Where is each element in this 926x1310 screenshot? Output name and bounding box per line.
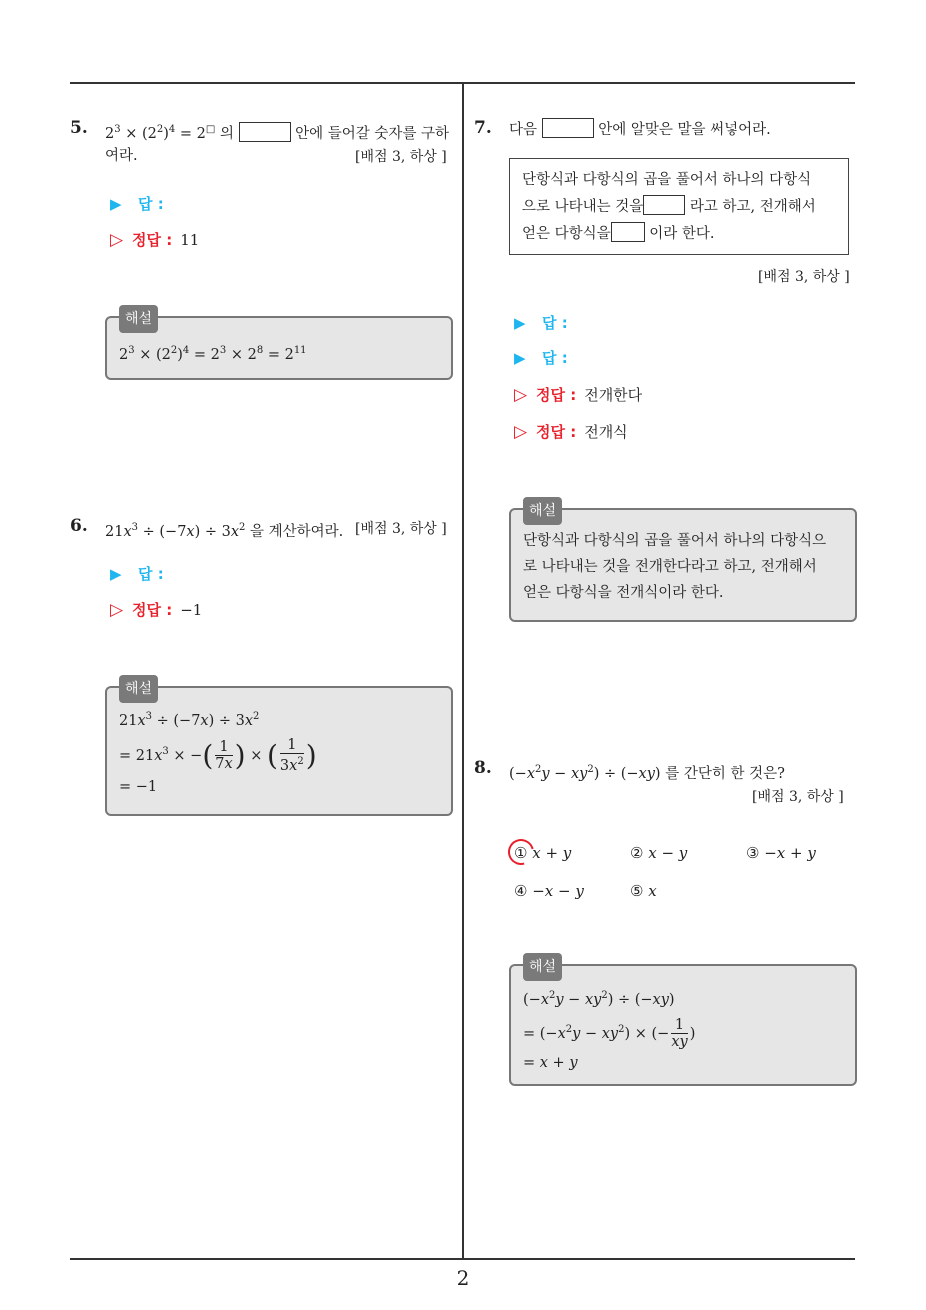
q7-blank: [542, 118, 594, 138]
q6-number: 6.: [70, 516, 88, 536]
q5-correct-row: [110, 229, 199, 250]
q6-text: 을 계산하여라.: [250, 523, 344, 540]
q5-answer-label: 답 :: [138, 195, 164, 213]
q7-correct-row-2: [514, 421, 628, 442]
q8-option-2-expr: x − y: [648, 844, 688, 862]
q8-question: [509, 758, 785, 786]
q5-blank: [239, 122, 291, 142]
q6-solution-line2: = $21x^3$ × −( $\frac{1}{7x}$ ) × ( $\frac{1}{3x^2}$ ): [119, 737, 317, 775]
q8-solution-line2: = $(-x^2y - xy^2)$ × (− $\frac{1}{xy}$ ): [523, 1017, 696, 1051]
q6-score: [배점 3, 하상 ]: [355, 521, 447, 537]
q8-number: 8.: [474, 758, 492, 778]
q8-option-4[interactable]: [514, 882, 584, 900]
q5-number: 5.: [70, 118, 88, 138]
q8-option-5[interactable]: [630, 882, 657, 900]
q7-box-line2b: 라고 하고, 전개해서: [689, 199, 816, 215]
q8-option-1-expr: x + y: [532, 844, 572, 862]
play-icon: ▶: [514, 349, 526, 367]
q7-correct-row-1: [514, 384, 642, 405]
play-icon: ▶: [110, 565, 122, 583]
q7-question: [509, 118, 771, 142]
q7-score: [배점 3, 하상 ]: [758, 269, 850, 285]
q7-box-line2a: 으로 나타내는 것을: [522, 199, 644, 215]
page-number: 2: [456, 1266, 470, 1290]
q7-correct-value-1: 전개한다: [584, 386, 643, 404]
q7-box-line2: [522, 194, 836, 221]
q7-correct-label-2: 정답 :: [536, 423, 577, 441]
triangle-outline-icon: ▷: [110, 230, 124, 250]
q8-expression: $(-x^2y - xy^2) \div (-xy)$: [509, 764, 661, 782]
q7-number: 7.: [474, 118, 492, 138]
q5-correct-value: 11: [180, 231, 200, 249]
q6-answer-label: 답 :: [138, 565, 164, 583]
q8-option-2-mark: ②: [630, 844, 644, 862]
q5-mid: 의: [219, 125, 234, 142]
q5-answer-row: [110, 193, 164, 214]
q5-solution-box: [105, 311, 453, 380]
q8-option-2[interactable]: [630, 844, 687, 862]
q5-text-a: 안에 들어갈 숫자를 구하: [295, 125, 450, 142]
q7-solution-box: [509, 503, 857, 622]
q6-answer-row: [110, 563, 164, 584]
q8-option-4-mark: ④: [514, 882, 528, 900]
play-icon: ▶: [514, 314, 526, 332]
q5-score: [배점 3, 하상 ]: [355, 149, 447, 165]
q8-score: [배점 3, 하상 ]: [752, 789, 844, 805]
q7-correct-value-2: 전개식: [584, 423, 628, 441]
q6-solution-line3: = −1: [119, 778, 158, 795]
q8-option-4-expr: −x − y: [532, 882, 584, 900]
q6-solution-box: [105, 681, 453, 816]
q5-solution-tag: 해설: [119, 305, 158, 333]
q8-text: 를 간단히 한 것은?: [665, 765, 785, 782]
q7-box-line1: 단항식과 다항식의 곱을 풀어서 하나의 다항식: [522, 172, 812, 188]
q7-answer-row-2: [514, 347, 568, 368]
q6-correct-row: [110, 599, 202, 620]
triangle-outline-icon: ▷: [110, 600, 124, 620]
triangle-outline-icon: ▷: [514, 385, 528, 405]
q5-expression: $2^3 \times (2^2)^4 = 2^□$: [105, 124, 216, 142]
q7-solution-tag: 해설: [523, 497, 562, 525]
q5-correct-label: 정답 :: [132, 231, 173, 249]
column-divider: [462, 83, 464, 1259]
play-icon: ▶: [110, 195, 122, 213]
q7-box-line3: [522, 221, 836, 248]
q7-solution-line2: 로 나타내는 것을 전개한다라고 하고, 전개해서: [523, 559, 817, 575]
q8-option-5-expr: x: [648, 882, 657, 900]
q8-option-3[interactable]: [746, 844, 816, 862]
q6-expression: $21x^3 \div (-7x) \div 3x^2$: [105, 522, 246, 540]
q7-box-blank2: [611, 222, 645, 242]
q8-solution-tag: 해설: [523, 953, 562, 981]
q7-answer-label-2: 답 :: [542, 349, 568, 367]
q8-option-5-mark: ⑤: [630, 882, 644, 900]
q8-option-1[interactable]: [514, 844, 571, 862]
q7-answer-row-1: [514, 312, 568, 333]
q7-question-box: [509, 158, 849, 255]
q7-correct-label-1: 정답 :: [536, 386, 577, 404]
q5-solution-expr: $2^3 \times (2^2)^4 = 2^3 \times 2^8 = 2^{11}$: [119, 345, 307, 363]
q6-question: [105, 516, 343, 544]
q7-text-b: 안에 알맞은 말을 써넣어라.: [598, 122, 771, 138]
q8-solution-line3: = x + y: [523, 1054, 578, 1071]
triangle-outline-icon: ▷: [514, 422, 528, 442]
q8-option-3-expr: −x + y: [764, 844, 816, 862]
q8-solution-box: [509, 959, 857, 1086]
q7-box-line3b: 이라 한다.: [649, 226, 715, 242]
q8-solution-line1: $(-x^2y - xy^2) \div (-xy)$: [523, 990, 675, 1008]
q7-box-line3a: 얻은 다항식을: [522, 226, 611, 242]
q7-solution-line3: 얻은 다항식을 전개식이라 한다.: [523, 585, 724, 601]
q8-option-3-mark: ③: [746, 844, 760, 862]
q5-question: [105, 118, 455, 146]
q7-box-blank1: [643, 195, 685, 215]
q8-option-1-mark: ①: [514, 844, 528, 862]
q6-solution-line1: $21x^3 \div (-7x) \div 3x^2$: [119, 711, 260, 729]
q6-solution-tag: 해설: [119, 675, 158, 703]
q5-text-b: 여라.: [105, 148, 138, 164]
q6-correct-label: 정답 :: [132, 601, 173, 619]
q7-text-a: 다음: [509, 122, 538, 138]
q7-solution-line1: 단항식과 다항식의 곱을 풀어서 하나의 다항식으: [523, 533, 827, 549]
q7-answer-label-1: 답 :: [542, 314, 568, 332]
q6-correct-value: −1: [180, 601, 203, 619]
